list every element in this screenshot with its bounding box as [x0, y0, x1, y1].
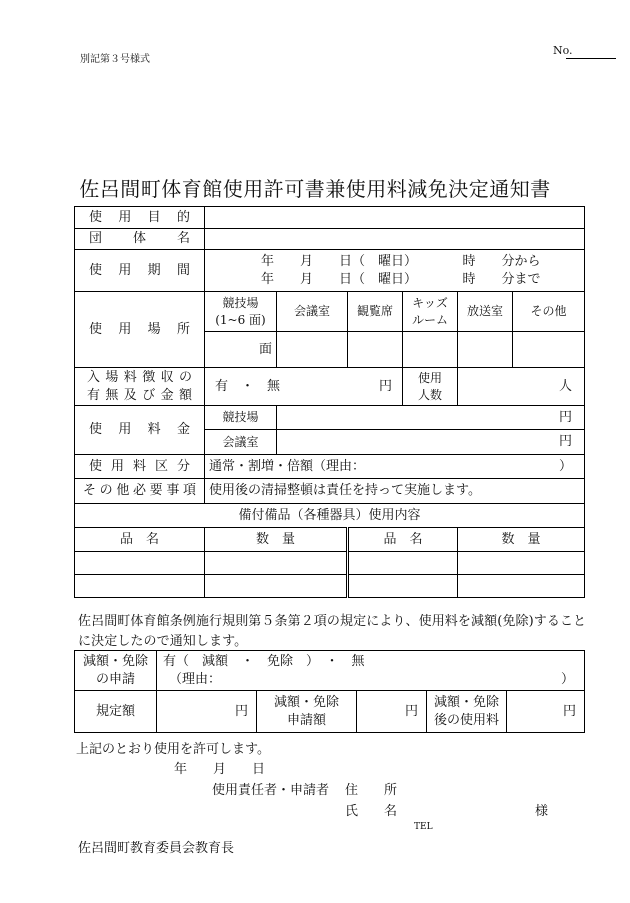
permit-date: 年 月 日	[174, 762, 266, 777]
label-fee: 使用料金	[75, 406, 205, 455]
equip-header-qty-1: 数 量	[205, 528, 348, 552]
label-attendees: 使用 人数	[403, 368, 458, 406]
label-place: 使用場所	[75, 292, 205, 368]
equip-qty-cell[interactable]	[205, 575, 348, 598]
application-table	[74, 206, 585, 598]
label-responsible-person: 使用責任者・申請者	[212, 783, 330, 798]
standard-fee-field[interactable]: 円	[157, 691, 257, 733]
issuer: 佐呂間町教育委員会教育長	[78, 841, 235, 856]
equip-item-cell[interactable]	[348, 575, 458, 598]
label-tel: TEL	[414, 822, 433, 832]
label-purpose: 使用目的	[75, 207, 205, 229]
form-number: 別記第３号様式	[80, 54, 150, 65]
honorific: 様	[535, 804, 549, 819]
label-name: 氏 名	[345, 804, 398, 819]
label-reduction-request: 減額・免除 の申請	[75, 651, 157, 691]
label-requested-amount: 減額・免除 申請額	[257, 691, 357, 733]
equipment-title: 備付備品（各種器具）使用内容	[75, 504, 585, 528]
equip-header-item-2: 品 名	[348, 528, 458, 552]
period-to: 年 月 日（ 曜日） 時 分まで	[261, 271, 541, 287]
place-broadcast-room: 放送室	[458, 292, 513, 332]
fee-arena-field[interactable]: 円	[277, 406, 585, 430]
label-standard-fee: 規定額	[75, 691, 157, 733]
document-number-label: No.	[553, 44, 573, 57]
equip-qty-cell[interactable]	[205, 552, 348, 575]
place-kids-room: キッズ ルーム	[403, 292, 458, 332]
reduction-request-field[interactable]: 有（ 減額 ・ 免除 ） ・ 無 （理由： ）	[157, 651, 585, 691]
fee-arena-label: 競技場	[205, 406, 277, 430]
equip-qty-cell[interactable]	[458, 552, 585, 575]
purpose-field[interactable]	[205, 207, 585, 229]
reduction-notice-text: 佐呂間町体育館条例施行規則第５条第２項の規定により、使用料を減額(免除)することに決定したので通知します。	[78, 614, 587, 649]
place-gallery: 観覧席	[348, 292, 403, 332]
group-field[interactable]	[205, 229, 585, 250]
meeting-room-field[interactable]	[277, 332, 348, 368]
attendees-field[interactable]: 人	[458, 368, 585, 406]
place-meeting-room: 会議室	[277, 292, 348, 332]
fee-class-field[interactable]: 通常・割増・倍額（理由： ）	[205, 455, 585, 479]
equip-header-qty-2: 数 量	[458, 528, 585, 552]
equip-item-cell[interactable]	[348, 552, 458, 575]
document-number-field[interactable]	[566, 58, 616, 59]
reduction-table	[74, 650, 585, 733]
period-field[interactable]	[205, 250, 585, 292]
label-address: 住 所	[345, 783, 398, 798]
gallery-field[interactable]	[348, 332, 403, 368]
label-other-matters: その他必要事項	[75, 479, 205, 504]
label-period: 使用期間	[75, 250, 205, 292]
fee-meeting-label: 会議室	[205, 430, 277, 455]
other-field[interactable]	[513, 332, 585, 368]
kids-room-field[interactable]	[403, 332, 458, 368]
label-fee-class: 使用料区分	[75, 455, 205, 479]
equip-header-item-1: 品 名	[75, 528, 205, 552]
equip-item-cell[interactable]	[75, 552, 205, 575]
other-matters-value: 使用後の清掃整頓は責任を持って実施します。	[205, 479, 585, 504]
fee-meeting-field[interactable]: 円	[277, 430, 585, 455]
period-from: 年 月 日（ 曜日） 時 分から	[261, 253, 541, 269]
place-arena: 競技場 (1~6 面)	[205, 292, 277, 332]
label-fee-after-reduction: 減額・免除 後の使用料	[427, 691, 507, 733]
admission-field[interactable]: 有 ・ 無 円	[205, 368, 403, 406]
broadcast-room-field[interactable]	[458, 332, 513, 368]
equip-qty-cell[interactable]	[458, 575, 585, 598]
label-group: 団体名	[75, 229, 205, 250]
fee-after-reduction-field[interactable]: 円	[507, 691, 585, 733]
equip-item-cell[interactable]	[75, 575, 205, 598]
page-title: 佐呂間町体育館使用許可書兼使用料減免決定通知書	[79, 177, 551, 201]
requested-amount-field[interactable]: 円	[357, 691, 427, 733]
arena-courts-field[interactable]: 面	[205, 332, 277, 368]
place-other: その他	[513, 292, 585, 332]
permit-statement: 上記のとおり使用を許可します。	[76, 742, 270, 757]
label-admission: 入場料徴収の 有無及び金額	[75, 368, 205, 406]
